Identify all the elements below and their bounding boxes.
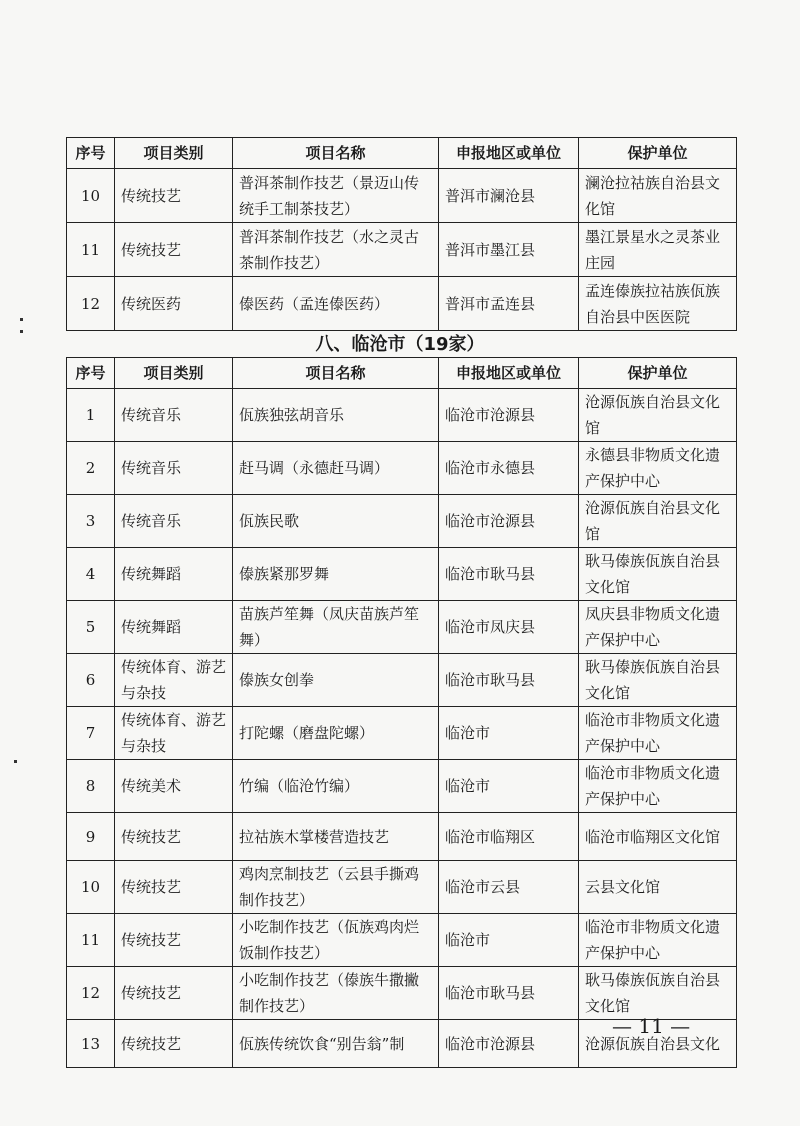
table-header-row — [67, 358, 737, 389]
table-row — [67, 277, 737, 331]
heritage-table-puer — [66, 137, 737, 331]
cell-project-name: 普洱茶制作技艺（水之灵古茶制作技艺） — [233, 223, 439, 277]
header-protection-unit: 保护单位 — [579, 358, 737, 389]
section-title: 八、临沧市（19家） — [315, 334, 485, 355]
cell-project-name: 傣族女创拳 — [233, 654, 439, 707]
cell-category: 传统体育、游艺与杂技 — [115, 707, 233, 760]
cell-category: 传统技艺 — [115, 169, 233, 223]
heritage-table-lincang — [66, 357, 737, 1068]
cell-project-name: 苗族芦笙舞（凤庆苗族芦笙舞） — [233, 601, 439, 654]
cell-index: 9 — [67, 813, 115, 861]
cell-index: 5 — [67, 601, 115, 654]
cell-region: 临沧市 — [439, 914, 579, 967]
cell-region: 临沧市 — [439, 760, 579, 813]
table-row — [67, 601, 737, 654]
cell-protection-unit: 临沧市非物质文化遗产保护中心 — [579, 707, 737, 760]
header-category: 项目类别 — [115, 138, 233, 169]
table-row — [67, 495, 737, 548]
table-row — [67, 813, 737, 861]
cell-index: 11 — [67, 914, 115, 967]
cell-project-name: 小吃制作技艺（佤族鸡肉烂饭制作技艺） — [233, 914, 439, 967]
cell-index: 6 — [67, 654, 115, 707]
cell-category: 传统医药 — [115, 277, 233, 331]
cell-protection-unit: 耿马傣族佤族自治县文化馆 — [579, 548, 737, 601]
cell-protection-unit: 耿马傣族佤族自治县文化馆 — [579, 654, 737, 707]
cell-protection-unit: 临沧市临翔区文化馆 — [579, 813, 737, 861]
cell-category: 传统舞蹈 — [115, 548, 233, 601]
cell-category: 传统技艺 — [115, 813, 233, 861]
cell-index: 4 — [67, 548, 115, 601]
cell-index: 11 — [67, 223, 115, 277]
cell-index: 10 — [67, 861, 115, 914]
cell-region: 临沧市凤庆县 — [439, 601, 579, 654]
header-region: 申报地区或单位 — [439, 358, 579, 389]
cell-index: 1 — [67, 389, 115, 442]
cell-project-name: 普洱茶制作技艺（景迈山传统手工制茶技艺） — [233, 169, 439, 223]
cell-category: 传统技艺 — [115, 914, 233, 967]
cell-category: 传统技艺 — [115, 223, 233, 277]
header-index: 序号 — [67, 138, 115, 169]
cell-region: 临沧市耿马县 — [439, 967, 579, 1020]
cell-project-name: 竹编（临沧竹编） — [233, 760, 439, 813]
cell-protection-unit: 澜沧拉祜族自治县文化馆 — [579, 169, 737, 223]
cell-category: 传统音乐 — [115, 442, 233, 495]
cell-category: 传统体育、游艺与杂技 — [115, 654, 233, 707]
cell-index: 13 — [67, 1020, 115, 1068]
cell-region: 普洱市孟连县 — [439, 277, 579, 331]
table-row — [67, 389, 737, 442]
table-row — [67, 967, 737, 1020]
cell-protection-unit: 耿马傣族佤族自治县文化馆 — [579, 967, 737, 1020]
cell-region: 临沧市云县 — [439, 861, 579, 914]
cell-region: 普洱市墨江县 — [439, 223, 579, 277]
table-row — [67, 548, 737, 601]
cell-project-name: 佤族民歌 — [233, 495, 439, 548]
table-header-row — [67, 138, 737, 169]
cell-category: 传统音乐 — [115, 389, 233, 442]
cell-region: 临沧市 — [439, 707, 579, 760]
cell-index: 12 — [67, 967, 115, 1020]
header-category: 项目类别 — [115, 358, 233, 389]
cell-project-name: 小吃制作技艺（傣族牛撒撇制作技艺） — [233, 967, 439, 1020]
cell-protection-unit: 永德县非物质文化遗产保护中心 — [579, 442, 737, 495]
cell-category: 传统技艺 — [115, 1020, 233, 1068]
cell-region: 临沧市沧源县 — [439, 389, 579, 442]
cell-region: 临沧市耿马县 — [439, 548, 579, 601]
header-project-name: 项目名称 — [233, 138, 439, 169]
table-row — [67, 442, 737, 495]
cell-region: 临沧市永德县 — [439, 442, 579, 495]
cell-index: 10 — [67, 169, 115, 223]
cell-protection-unit: 沧源佤族自治县文化 — [579, 1020, 737, 1068]
table-row — [67, 707, 737, 760]
table-row — [67, 760, 737, 813]
cell-index: 2 — [67, 442, 115, 495]
cell-protection-unit: 临沧市非物质文化遗产保护中心 — [579, 914, 737, 967]
cell-region: 临沧市沧源县 — [439, 495, 579, 548]
cell-project-name: 傣医药（孟连傣医药） — [233, 277, 439, 331]
cell-category: 传统音乐 — [115, 495, 233, 548]
cell-protection-unit: 孟连傣族拉祜族佤族自治县中医医院 — [579, 277, 737, 331]
cell-region: 临沧市耿马县 — [439, 654, 579, 707]
cell-protection-unit: 临沧市非物质文化遗产保护中心 — [579, 760, 737, 813]
cell-protection-unit: 墨江景星水之灵茶业庄园 — [579, 223, 737, 277]
page-number: — 11 — — [612, 1014, 691, 1038]
scan-mark — [14, 760, 17, 763]
cell-project-name: 鸡肉烹制技艺（云县手撕鸡制作技艺） — [233, 861, 439, 914]
cell-protection-unit: 沧源佤族自治县文化馆 — [579, 389, 737, 442]
cell-project-name: 打陀螺（磨盘陀螺） — [233, 707, 439, 760]
header-project-name: 项目名称 — [233, 358, 439, 389]
header-protection-unit: 保护单位 — [579, 138, 737, 169]
cell-protection-unit: 凤庆县非物质文化遗产保护中心 — [579, 601, 737, 654]
cell-category: 传统舞蹈 — [115, 601, 233, 654]
cell-index: 3 — [67, 495, 115, 548]
cell-index: 7 — [67, 707, 115, 760]
header-index: 序号 — [67, 358, 115, 389]
table-row — [67, 169, 737, 223]
table-row — [67, 654, 737, 707]
cell-protection-unit: 云县文化馆 — [579, 861, 737, 914]
scan-mark — [20, 318, 23, 321]
table-row — [67, 861, 737, 914]
cell-index: 12 — [67, 277, 115, 331]
cell-category: 传统技艺 — [115, 861, 233, 914]
cell-protection-unit: 沧源佤族自治县文化馆 — [579, 495, 737, 548]
cell-region: 临沧市沧源县 — [439, 1020, 579, 1068]
cell-project-name: 佤族传统饮食“别告翁”制 — [233, 1020, 439, 1068]
cell-category: 传统美术 — [115, 760, 233, 813]
cell-project-name: 佤族独弦胡音乐 — [233, 389, 439, 442]
cell-region: 普洱市澜沧县 — [439, 169, 579, 223]
cell-index: 8 — [67, 760, 115, 813]
scan-mark — [20, 330, 23, 333]
cell-category: 传统技艺 — [115, 967, 233, 1020]
table-row — [67, 914, 737, 967]
cell-project-name: 拉祜族木掌楼营造技艺 — [233, 813, 439, 861]
cell-project-name: 赶马调（永德赶马调） — [233, 442, 439, 495]
table-row — [67, 223, 737, 277]
cell-project-name: 傣族紧那罗舞 — [233, 548, 439, 601]
cell-region: 临沧市临翔区 — [439, 813, 579, 861]
header-region: 申报地区或单位 — [439, 138, 579, 169]
